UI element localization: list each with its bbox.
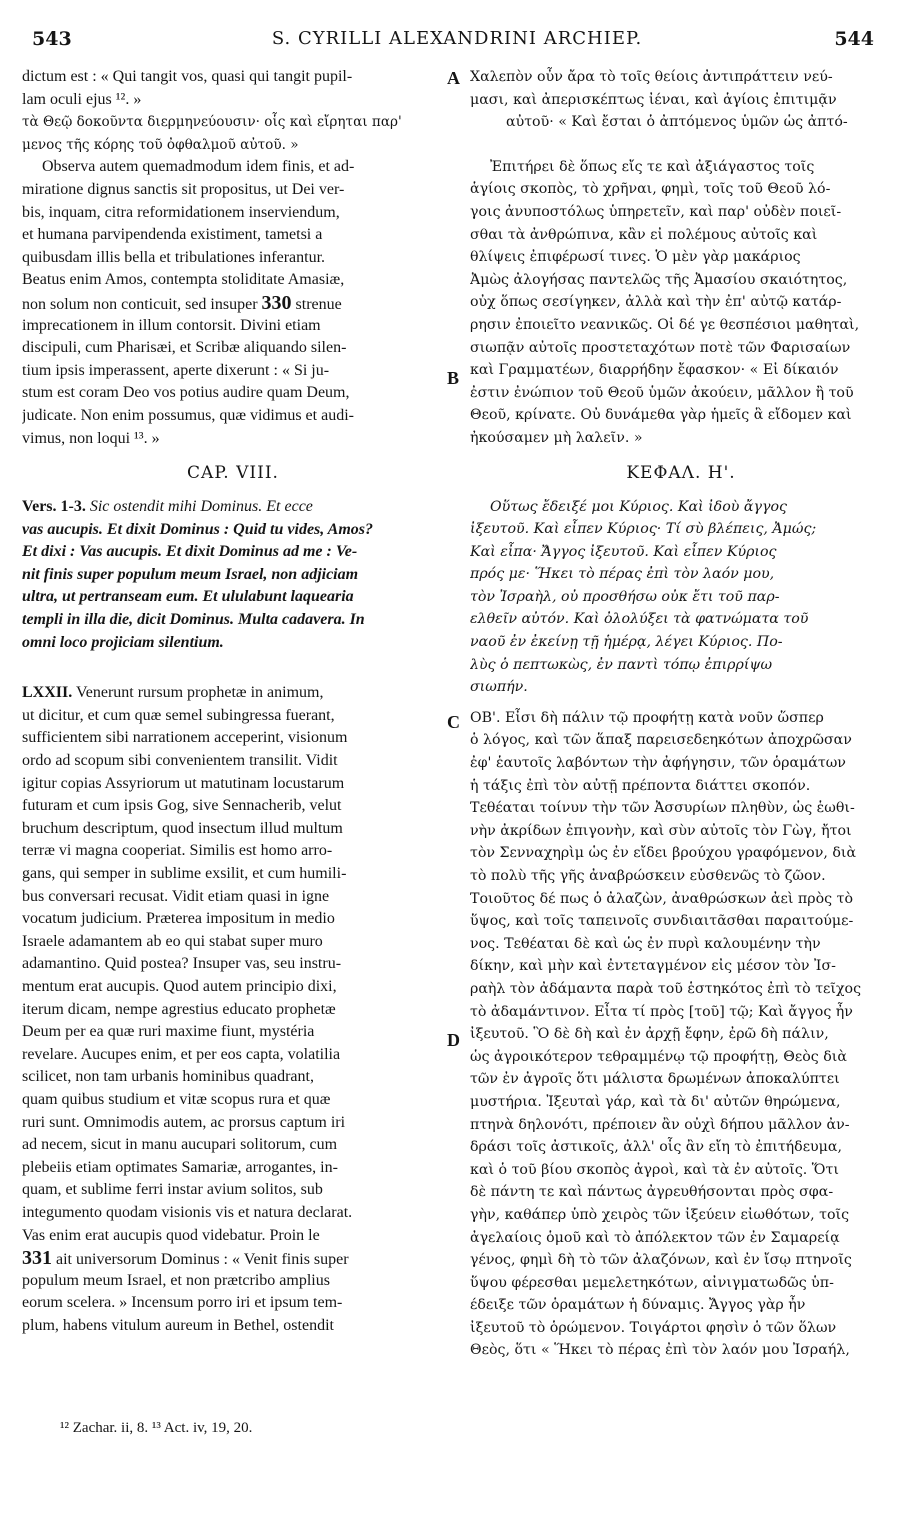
- text-line: ρησιν ἐποιεῖτο νεανικῶς. Οἱ δέ γε θεσπέσιοι μαθηταὶ,: [470, 316, 860, 333]
- verse-line: [22, 496, 444, 519]
- chapter-heading: CAP. VIII.: [187, 463, 279, 484]
- text-line: integumento quodam visionis vis et natura declarat.: [22, 1203, 353, 1221]
- verse-line: ναοῦ ἐν ἐκείνῃ τῇ ἡμέρᾳ, λέγει Κύριος. Πο-: [470, 634, 783, 651]
- text-line: γένος, φημὶ δὴ τὸ τῶν ἀλαζόνων, καὶ ἐν ἴσῳ πτηνοῖς: [470, 1252, 852, 1269]
- text-line: Ἐπιτήρει δὲ ὅπως εἴς τε καὶ ἀξιάγαστος τοῖς: [490, 158, 815, 175]
- text-line: Θεὸς, ὅτι « Ἥκει τὸ πέρας ἐπὶ τὸν λαόν μου Ἰσραήλ,: [470, 1342, 850, 1359]
- text-fragment: ait universorum Dominus : « Venit finis super: [56, 1251, 349, 1269]
- text-line: καὶ Γραμματέων, διαρρήδην ἔφασκον· « Εἰ δίκαιόν: [470, 362, 839, 379]
- text-line: lam oculi ejus ¹². »: [22, 90, 142, 108]
- text-line: plebeiis etiam optimates Samariæ, arrogantes, in-: [22, 1158, 338, 1176]
- text-line: iterum dicam, nempe agrestius educato prophetæ: [22, 1000, 336, 1018]
- text-line: Θεοῦ, κρίνατε. Οὐ δυνάμεθα γὰρ ἡμεῖς ἃ εἴδομεν καὶ: [470, 407, 852, 424]
- text-line: ἀγελαίοις ὁμοῦ καὶ τὸ ἀπόλεκτον τῶν ἐν Σαμαρείᾳ: [470, 1229, 840, 1246]
- text-line: quam quibus studium et vitæ scopus rura et quæ: [22, 1090, 331, 1108]
- text-line: έδειξε τῶν ὁραμάτων ἡ δύναμις. Ἄγγος γὰρ ἦν: [470, 1297, 806, 1314]
- text-line: discipuli, cum Pharisæi, et Scribæ aliquando silen-: [22, 339, 347, 357]
- latin-column: [22, 66, 444, 1337]
- text-line: Israele adamantem ab eo qui stabat super muro: [22, 932, 323, 950]
- text-line: tium ipsis imperassent, aperte dixerunt : « Si ju-: [22, 361, 330, 379]
- verse-line: ελθεῖν αὐτόν. Καὶ ὀλολύξει τὰ φατνώματα τοῦ: [470, 611, 809, 628]
- text-line: futuram et cum ipsis Gog, sive Sennacherib, velut: [22, 797, 342, 815]
- text-line: terræ vi magna cooperiat. Similis est homo arro-: [22, 842, 333, 860]
- text-line: stum est coram Deo vos potius audire quam Deum,: [22, 384, 350, 402]
- text-line: ruri sunt. Omnimodis autem, ac prorsus captum iri: [22, 1113, 346, 1131]
- text-line: Beatus enim Amos, contempta stoliditate Amasiæ,: [22, 271, 345, 289]
- text-line: scilicet, non tam urbanis hominibus quadrant,: [22, 1068, 314, 1086]
- text-line: τὸ πολὺ τῆς γῆς ἀναβρώσκειν εὐσθενῶς τὸ ζῶον.: [470, 868, 826, 884]
- running-header: [0, 28, 914, 56]
- text-line: Χαλεπὸν οὖν ἄρα τὸ τοῖς θείοις ἀντιπράττειν νεύ-: [470, 69, 833, 85]
- text-fragment: Venerunt rursum prophetæ in animum,: [75, 684, 324, 702]
- verse-line: vas aucupis. Et dixit Dominus : Quid tu vides, Amos?: [22, 520, 374, 538]
- text-line: Τεθέαται τοίνυν τὴν τῶν Ἀσσυρίων πληθὺν, ὡς ἑωθι-: [470, 800, 855, 817]
- text-line: ὕψου φέρεσθαι μεμελετηκότων, αἰνιγματωδῶς ὑπ-: [470, 1274, 834, 1291]
- text-line: ἠκούσαμεν μὴ λαλεῖν. »: [470, 429, 643, 446]
- margin-mark-c: C: [447, 712, 460, 732]
- text-line: Deum per ea quæ ruri maxime fiunt, mystéria: [22, 1023, 315, 1041]
- text-line: bruchum descriptum, quod insectum illud multum: [22, 819, 343, 837]
- text-line: [22, 682, 444, 705]
- text-line: quibusdam illis bella et tribulationes inferantur.: [22, 248, 326, 266]
- text-line: ραὴλ τὸν ἀδάμαντα παρὰ τοῦ ἑστηκότος ἐπὶ τὸ τεῖχος: [470, 980, 862, 997]
- text-fragment: non solum non conticuit, sed insuper: [22, 295, 258, 313]
- text-line: μασι, καὶ ἀπερισκέπτως ἰέναι, καὶ ἁγίοις ἐπιτιμᾷν: [470, 91, 837, 108]
- text-line: [22, 1247, 444, 1270]
- section-number: LXXII.: [22, 684, 73, 702]
- text-line: ἰξευτοῦ τὸ ὁρώμενον. Τοιγάρτοι φησὶν ὁ τῶν ὅλων: [470, 1319, 837, 1336]
- running-title: S. CYRILLI ALEXANDRINI ARCHIEP.: [271, 28, 643, 49]
- verse-text: Sic ostendit mihi Dominus. Et ecce: [89, 498, 313, 516]
- text-line: sufficientem sibi narrationem acceperint, visionum: [22, 729, 348, 747]
- text-line: ad necem, sicut in manu aucupari solitorum, cum: [22, 1136, 338, 1154]
- text-line: ἁγίοις σκοπὸς, τὸ χρῆναι, φημὶ, τοῖς τοῦ Θεοῦ λό-: [470, 181, 831, 198]
- verse-line: τὸν Ἰσραὴλ, οὐ προσθήσω οὐκ ἔτι τοῦ παρ-: [470, 588, 780, 605]
- text-line: et humana parvipendenda existiment, tametsi a: [22, 226, 323, 244]
- margin-mark-d: D: [447, 1030, 460, 1050]
- text-line: νὴν ἀκρίδων ἐπιγονὴν, καὶ σὺν αὐτοῖς τὸν Γὼγ, ἤτοι: [470, 822, 852, 839]
- text-fragment: strenue: [295, 295, 342, 313]
- text-line: τὸ ἀδαμάντινον. Εἶτα τί πρὸς [τοῦ] τῷ; Καὶ ἄγγος ἦν: [470, 1003, 853, 1020]
- text-line: mentum erat aucupis. Quod autem principio dixi,: [22, 977, 337, 995]
- text-line: populum meum Israel, et non prætcribo amplius: [22, 1271, 330, 1289]
- text-line: οὐχ ὅπως σεσίγηκεν, ἀλλὰ καὶ τὴν ἐπ' αὐτῷ κατάρ-: [470, 294, 842, 311]
- text-line: quam, et sublime ferri instar avium solitos, sub: [22, 1181, 323, 1199]
- text-line: mirationе dignus sanctis sit propositus, ut Dei ver-: [22, 180, 345, 198]
- text-line: καὶ ὁ τοῦ βίου σκοπὸς ἀγροὶ, καὶ τὰ ἐν αὐτοῖς. Ὅτι: [470, 1161, 839, 1178]
- text-line: ordo ad scopum sibi convenientem transilit. Vidit: [22, 752, 338, 770]
- text-line: vimus, non loqui ¹³. »: [22, 429, 160, 447]
- text-line: dictum est : « Qui tangit vos, quasi qui tangit pupil-: [22, 68, 353, 85]
- text-line: bus conversari recusat. Vidit etiam quasi in igne: [22, 887, 330, 905]
- margin-mark-b: B: [447, 368, 460, 388]
- verse-line: Et dixi : Vas aucupis. Et dixit Dominus ad me : Ve-: [22, 543, 358, 561]
- greek-crossline: τὰ Θεῷ δοκοῦντα διερμηνεύουσιν· οἷς καὶ εἴρηται παρ': [22, 114, 402, 131]
- text-line: νος. Τεθέαται δὲ καὶ ὡς ἐν πυρὶ καλουμένην τὴν: [470, 935, 821, 952]
- text-line: Vas enim erat aucupis quod videbatur. Proin le: [22, 1226, 320, 1244]
- verse-label: Vers. 1-3.: [22, 498, 86, 516]
- text-line: ὡς ἀγροικότερον τεθραμμένῳ τῷ προφήτῃ, Θεὸς διὰ: [470, 1048, 847, 1065]
- text-line: θλίψεις ἐπιφέρωσί τινες. Ὁ μὲν γὰρ μακάριος: [470, 249, 801, 266]
- text-line: bis, inquam, citra reformidationem inserviendum,: [22, 203, 340, 221]
- greek-crossline: μενος τῆς κόρης τοῦ ὀφθαλμοῦ αὐτοῦ. »: [22, 136, 299, 153]
- text-line: ut dicitur, et cum quæ semel subingressa fuerant,: [22, 706, 335, 724]
- page-number-left: 543: [32, 28, 72, 50]
- verse-line: omni loco projiciam silentium.: [22, 633, 224, 651]
- verse-line: templi in illa die, dicit Dominus. Multa cadavera. In: [22, 611, 365, 629]
- text-line: [22, 292, 444, 315]
- margin-number-330: 330: [261, 291, 292, 314]
- text-line: imprecationem in illum contorsit. Divini etiam: [22, 316, 321, 334]
- text-line: δράσι τοῖς ἀστικοῖς, ἀλλ' οἷς ἂν εἴη τὸ ἐπιτήδευμα,: [470, 1139, 842, 1156]
- verse-line: λὺς ὁ πεπτωκὼς, ἐν παντὶ τόπῳ ἐπιρρίψω: [470, 656, 773, 673]
- chapter-heading-greek: ΚΕΦΑΛ. Η'.: [626, 462, 736, 483]
- text-line: plum, habens vitulum aureum in Bethel, ostendit: [22, 1316, 334, 1334]
- text-line: judicate. Non enim possumus, quæ vidimus et audi-: [22, 406, 354, 424]
- verse-line: nit finis super populum meum Israel, non adjiciam: [22, 565, 359, 583]
- text-line: σιωπᾷν αὐτοῖς προστεταχότων ποτὲ τῶν Φαρισαίων: [470, 339, 851, 356]
- text-line: gans, qui semper in sublime exsilit, et cum humili-: [22, 865, 347, 882]
- text-line: Τοιοῦτος δέ πως ὁ ἀλαζὼν, ἀναθρώσκων ἀεὶ πρὸς τὸ: [470, 890, 853, 907]
- verse-line: πρός με· Ἥκει τὸ πέρας ἐπὶ τὸν λαόν μου,: [470, 566, 775, 583]
- text-line: revelare. Aucupes enim, et per eos capta, volatilia: [22, 1045, 341, 1063]
- text-line: δὲ πάντη τε καὶ πάντως ἀγρευθήσονται πρὸς σφα-: [470, 1184, 834, 1201]
- text-line: γὴν, καθάπερ ὑπὸ χειρὸς τῶν ἰξεύειν εἰωθότων, τοῖς: [470, 1206, 850, 1223]
- text-line: ΟΒ'. Εἶσι δὴ πάλιν τῷ προφήτῃ κατὰ νοῦν ὥσπερ: [470, 709, 824, 726]
- text-line: Observa autem quemadmodum idem finis, et ad-: [42, 158, 355, 176]
- greek-column: [470, 66, 892, 1362]
- text-line: adamantino. Quid postea? Insuper vas, seu instru-: [22, 955, 342, 973]
- verse-line: Καὶ εἶπα· Ἄγγος ἰξευτοῦ. Καὶ εἶπεν Κύριος: [470, 543, 777, 560]
- text-line: πτηνὰ δηλονότι, πρέποιεν ἂν οὐχὶ δήπου μᾶλλον ἀν-: [470, 1116, 850, 1133]
- text-line: ὕψος, καὶ τοῖς ταπεινοῖς συνδιαιτᾶσθαι παραιτούμε-: [470, 913, 854, 930]
- text-line: Ἀμὼς ἀλογήσας παντελῶς τῆς Ἀμασίου σκαιότητος,: [470, 271, 848, 288]
- text-line: ἐφ' ἑαυτοῖς λαβόντων τὴν ἀφήγησιν, τῶν ὁραμάτων: [470, 755, 846, 772]
- page-number-right: 544: [834, 28, 874, 50]
- text-line: ἐστιν ἐνώπιον τοῦ Θεοῦ ὑμῶν ἀκούειν, μᾶλλον ἢ τοῦ: [470, 384, 854, 401]
- text-line: igitur copias Assyriorum ut matutinam locustarum: [22, 774, 345, 792]
- text-line: τῶν ἐν ἀγροῖς ὅτι μάλιστα δρωμένων ἀποκαλύπτει: [470, 1071, 840, 1088]
- text-line: ἰξευτοῦ. Ὃ δὲ δὴ καὶ ἐν ἀρχῇ ἔφην, ἐρῶ δὴ πάλιν,: [470, 1026, 829, 1043]
- text-line: γοις ἀνυποστόλως ὑπηρετεῖν, καὶ παρ' οὐδὲν ποιεῖ-: [470, 203, 842, 220]
- footnote: ¹² Zachar. ii, 8. ¹³ Act. iv, 19, 20.: [60, 1420, 253, 1436]
- text-line: αὐτοῦ· « Καὶ ἔσται ὁ ἀπτόμενος ὑμῶν ὡς ἀπτό-: [506, 114, 848, 131]
- text-line: τὸν Σενναχηρὶμ ὡς ἐν εἴδει βρούχου γραφόμενον, διὰ: [470, 845, 857, 862]
- text-line: eorum scelera. » Incensum porro iri et ipsum tem-: [22, 1294, 343, 1312]
- verse-line: ultra, ut pertranseam eum. Et ululabunt laquearia: [22, 588, 354, 606]
- text-line: μυστήρια. Ἰξευταὶ γάρ, καὶ τὰ δι' αὐτῶν θηρώμενα,: [470, 1093, 841, 1110]
- verse-line: σιωπήν.: [470, 679, 528, 696]
- text-line: ὁ λόγος, καὶ τῶν ἅπαξ παρεισεδεηκότων ἀποχρῶσαν: [470, 732, 852, 749]
- verse-line: ἰξευτοῦ. Καὶ εἶπεν Κύριος· Τί σὺ βλέπεις, Ἀμώς;: [470, 521, 817, 538]
- verse-line: Οὕτως ἔδειξέ μοι Κύριος. Καὶ ἰδοὺ ἄγγος: [490, 498, 787, 515]
- margin-number-331: 331: [22, 1247, 52, 1270]
- text-line: ἡ τάξις ἐπὶ τὸν αὐτῇ πρέποντα διάττει σκοπόν.: [470, 777, 811, 794]
- margin-mark-a: A: [447, 68, 460, 88]
- text-line: vocatum judicium. Præterea impositum in medio: [22, 910, 335, 928]
- text-line: δίκην, καὶ μὴν καὶ ἐντεταγμένον εἰς μέσον τὸν Ἰσ-: [470, 958, 836, 975]
- text-line: σθαι τὰ ἀνθρώπινα, κἂν εἰ πολέμους αὐτοῖς καὶ: [470, 226, 818, 243]
